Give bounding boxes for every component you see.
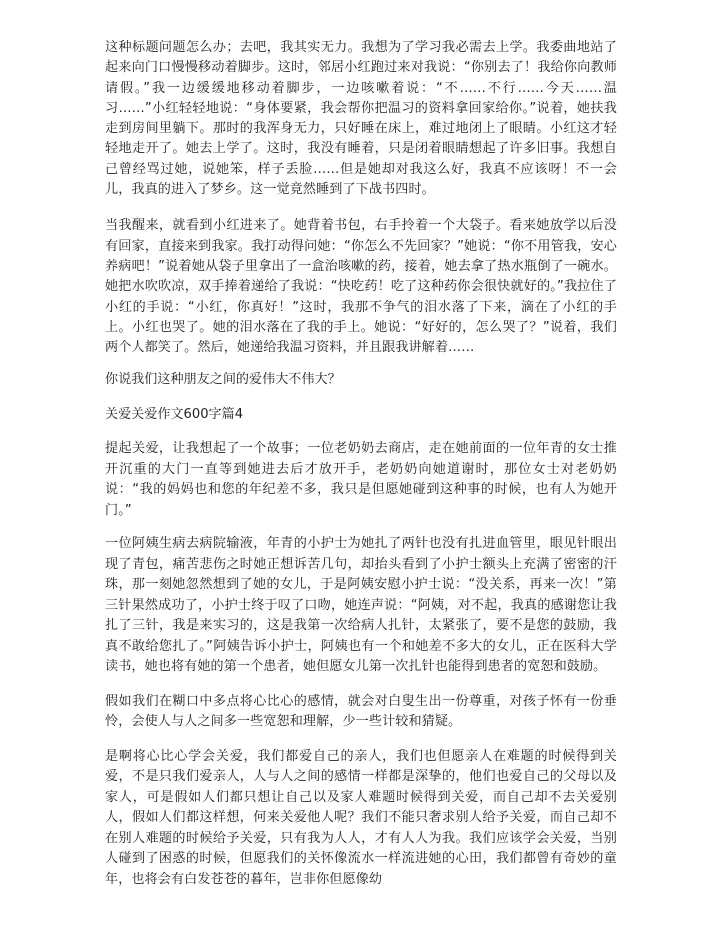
paragraph-6: 是啊将心比心学会关爱，我们都爱自己的亲人，我们也但愿亲人在难题的时候得到关爱，不是只我们爱亲人，人与人之间的感情一样都是深挚的，他们也爱自己的父母以及家人，可是假如人们都只想让自己以及家人难题时候得到关爱，而自己却不去关爱别人，假如人们都这样想，何来关爱他人呢？我们不能只奢求别人给予关爱，而自己却不在别人难题的时候给予关爱，只有我为人人，才有人人为我。我们应该学会关爱，当别人碰到了困惑的时候，但愿我们的关怀像流水一样流进她的心田，我们都曾有奇妙的童年，也将会有白发苍苍的暮年，岂非你但愿像幼: [105, 748, 617, 887]
paragraph-5: 假如我们在糊口中多点将心比心的感情，就会对白叟生出一份尊重，对孩子怀有一份垂怜，会使人与人之间多一些宽恕和理解，少一些计较和猜疑。: [105, 693, 617, 730]
paragraph-3: 提起关爱，让我想起了一个故事；一位老奶奶去商店，走在她前面的一位年青的女士推开沉重的大门一直等到她进去后才放开手，老奶奶向她道谢时，那位女士对老奶奶说：“我的妈妈也和您的年纪差不多，我只是但愿她碰到这种事的时候，也有人为她开门。”: [105, 441, 617, 518]
paragraph-2: 当我醒来，就看到小红进来了。她背着书包，右手拎着一个大袋子。看来她放学以后没有回家，直接来到我家。我打动得问她：“你怎么不先回家？”她说：“你不用管我，安心养病吧！”说着她从袋子里拿出了一盒治咳嗽的药，接着，她去拿了热水瓶倒了一碗水。她把水吹吹凉，双手捧着递给了我说：“快吃药！吃了这种药你会很快就好的。”我拉住了小红的手说：“小红，你真好！”这时，我那不争气的泪水落了下来，滴在了小红的手上。小红也哭了。她的泪水落在了我的手上。她说：“好好的，怎么哭了？”说着，我们两个人都笑了。然后，她递给我温习资料，并且跟我讲解着……: [105, 218, 617, 356]
section-heading: 关爱关爱作文600字篇4: [105, 407, 244, 423]
question-line: 你说我们这种朋友之间的爱伟大不伟大？: [105, 372, 341, 388]
paragraph-1: 这种标题问题怎么办；去吧，我其实无力。我想为了学习我必需去上学。我委曲地站了起来向门口慢慢移动着脚步。这时，邻居小红跑过来对我说：“你别去了！我给你向教师请假。”我一边缓缓地移动着脚步，一边咳嗽着说：“不……不行……今天……温习……”小红轻轻地说：“身体要紧，我会帮你把温习的资料拿回家给你。”说着，她扶我走到房间里躺下。那时的我浑身无力，只好睡在床上，难过地闭上了眼睛。小红这才轻轻地走开了。她去上学了。这时，我没有睡着，只是闭着眼睛想起了许多旧事。我想自己曾经骂过她，说她笨，样子丢脸……但是她却对我这么好，我真不应该呀！不一会儿，我真的进入了梦乡。这一觉竟然睡到了下战书四时。: [105, 40, 617, 198]
paragraph-4: 一位阿姨生病去病院输液，年青的小护士为她扎了两针也没有扎进血管里，眼见针眼出现了青包，痛苦悲伤之时她正想诉苦几句，却抬头看到了小护士额头上充满了密密的汗珠，那一刻她忽然想到了她的女儿，于是阿姨安慰小护士说：“没关系，再来一次！”第三针果然成功了，小护士终于叹了口吻，她连声说：“阿姨，对不起，我真的感谢您让我扎了三针，我是来实习的，这是我第一次给病人扎针，太紧张了，要不是您的鼓励，我真不敢给您扎了。”阿姨告诉小护士，阿姨也有一个和她差不多大的女儿，正在医科大学读书，她也将有她的第一个患者，她但愿女儿第一次扎针也能得到患者的宽恕和鼓励。: [105, 536, 617, 675]
document-page: [105, 38, 617, 905]
